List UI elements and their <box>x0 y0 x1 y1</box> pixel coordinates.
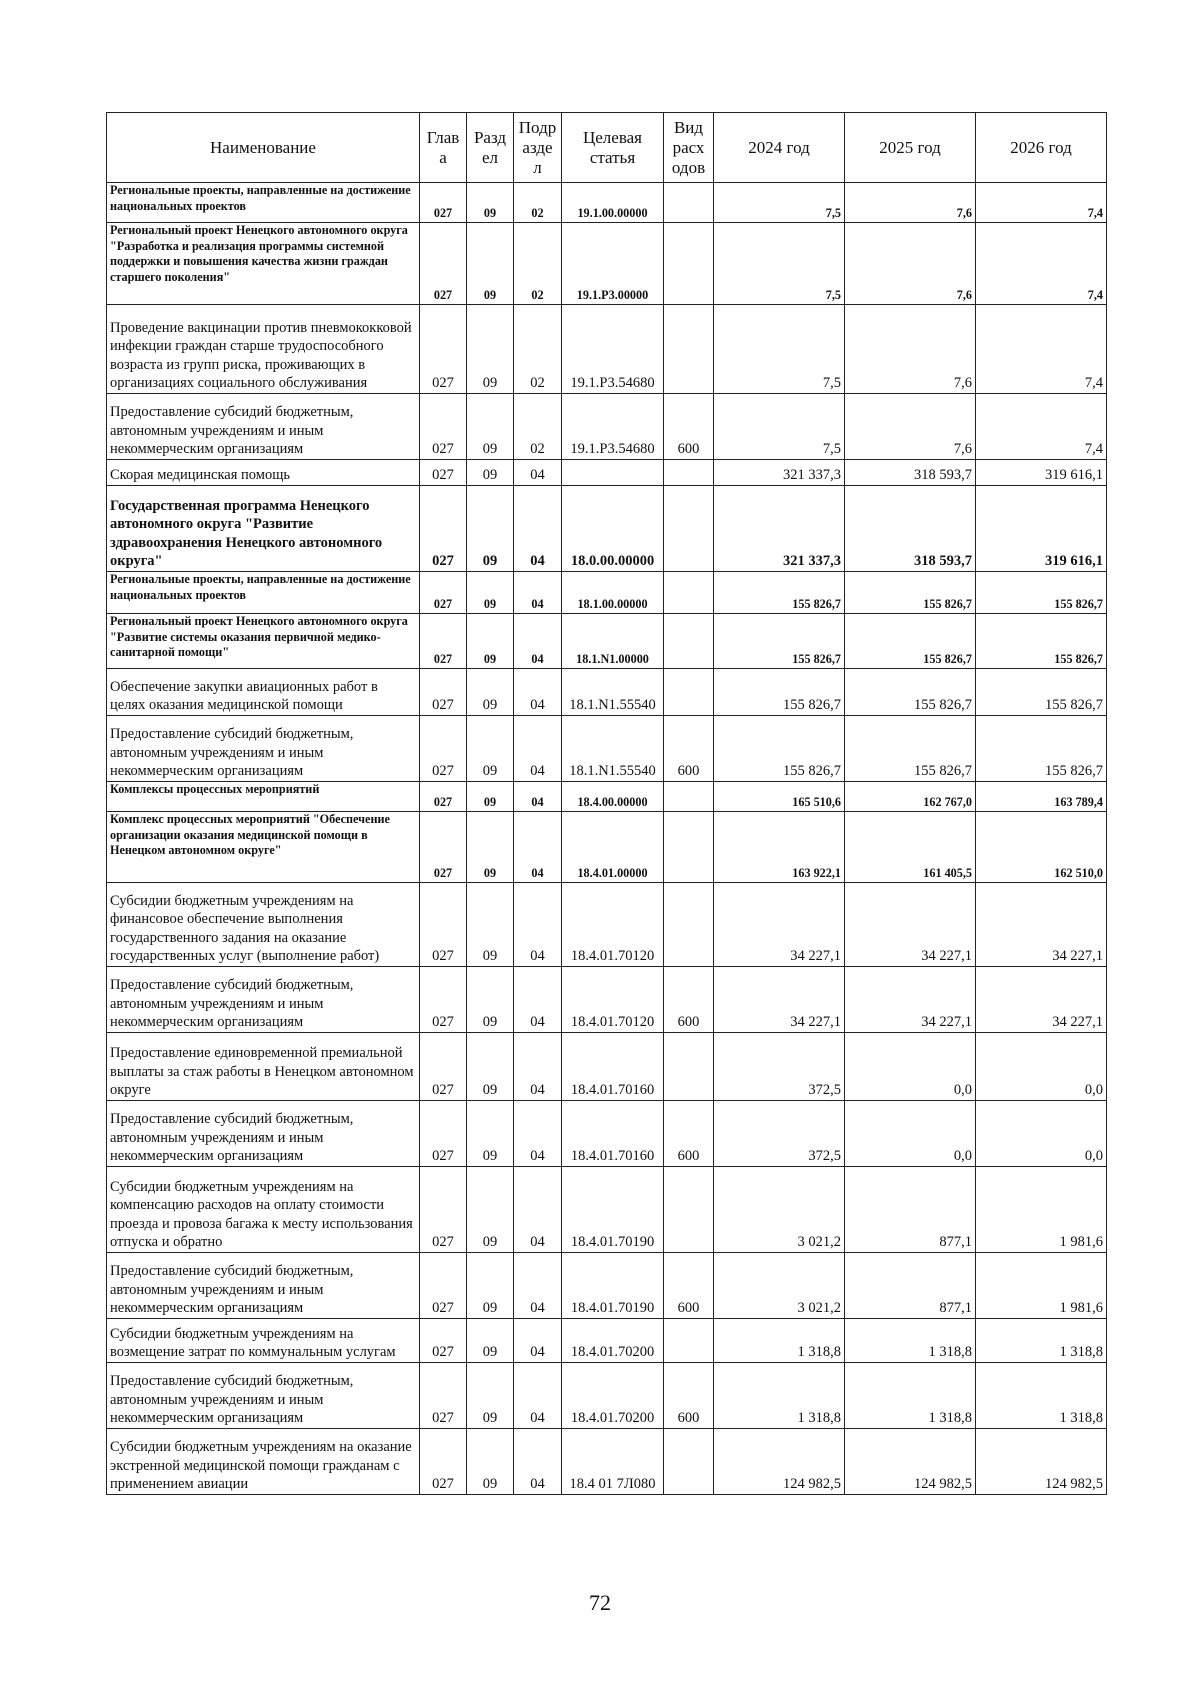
cell-podrazdel: 04 <box>514 572 562 614</box>
cell-year-2024: 34 227,1 <box>714 883 845 967</box>
cell-podrazdel: 02 <box>514 305 562 394</box>
cell-expense-type <box>664 883 714 967</box>
cell-name: Региональный проект Ненецкого автономного округа "Развитие системы оказания первичной медико-санитарной помощи" <box>107 614 420 669</box>
cell-razdel: 09 <box>467 460 514 486</box>
cell-target-article: 18.0.00.00000 <box>562 486 664 572</box>
cell-year-2026: 319 616,1 <box>976 460 1107 486</box>
cell-year-2024: 155 826,7 <box>714 572 845 614</box>
table-row <box>107 716 1107 782</box>
cell-razdel: 09 <box>467 812 514 883</box>
cell-razdel: 09 <box>467 486 514 572</box>
cell-name: Предоставление единовременной премиальной выплаты за стаж работы в Ненецком автономном округе <box>107 1033 420 1101</box>
cell-year-2026: 7,4 <box>976 394 1107 460</box>
cell-year-2026: 34 227,1 <box>976 883 1107 967</box>
page-number: 72 <box>589 1590 611 1615</box>
cell-year-2026: 34 227,1 <box>976 967 1107 1033</box>
cell-razdel: 09 <box>467 967 514 1033</box>
table-row <box>107 1101 1107 1167</box>
table-row <box>107 1167 1107 1253</box>
cell-glava: 027 <box>420 614 467 669</box>
cell-name: Предоставление субсидий бюджетным, автономным учреждениям и иным некоммерческим организациям <box>107 1101 420 1167</box>
header-podrazdel: Подр азде л <box>514 113 562 183</box>
cell-year-2024: 3 021,2 <box>714 1253 845 1319</box>
cell-name: Субсидии бюджетным учреждениям на финансовое обеспечение выполнения государственного задания на оказание государственных услуг (выполнение работ) <box>107 883 420 967</box>
cell-year-2024: 34 227,1 <box>714 967 845 1033</box>
cell-expense-type <box>664 1033 714 1101</box>
cell-podrazdel: 04 <box>514 716 562 782</box>
cell-year-2025: 7,6 <box>845 183 976 223</box>
table-row <box>107 394 1107 460</box>
cell-podrazdel: 04 <box>514 782 562 812</box>
cell-year-2024: 7,5 <box>714 223 845 305</box>
table-row <box>107 572 1107 614</box>
cell-year-2025: 877,1 <box>845 1253 976 1319</box>
cell-glava: 027 <box>420 782 467 812</box>
cell-podrazdel: 04 <box>514 1101 562 1167</box>
cell-glava: 027 <box>420 394 467 460</box>
table-header-row <box>107 113 1107 183</box>
cell-year-2025: 161 405,5 <box>845 812 976 883</box>
cell-year-2026: 7,4 <box>976 183 1107 223</box>
cell-glava: 027 <box>420 572 467 614</box>
cell-podrazdel: 04 <box>514 812 562 883</box>
cell-year-2024: 163 922,1 <box>714 812 845 883</box>
table-row <box>107 669 1107 716</box>
cell-glava: 027 <box>420 305 467 394</box>
cell-razdel: 09 <box>467 223 514 305</box>
cell-year-2025: 162 767,0 <box>845 782 976 812</box>
table-row <box>107 1319 1107 1363</box>
cell-target-article: 19.1.Р3.54680 <box>562 394 664 460</box>
cell-expense-type: 600 <box>664 394 714 460</box>
cell-razdel: 09 <box>467 716 514 782</box>
cell-podrazdel: 02 <box>514 183 562 223</box>
cell-name: Субсидии бюджетным учреждениям на оказание экстренной медицинской помощи гражданам с применением авиации <box>107 1429 420 1495</box>
cell-target-article: 19.1.Р3.54680 <box>562 305 664 394</box>
cell-expense-type <box>664 305 714 394</box>
cell-year-2025: 155 826,7 <box>845 614 976 669</box>
cell-year-2024: 321 337,3 <box>714 486 845 572</box>
cell-glava: 027 <box>420 1033 467 1101</box>
cell-year-2025: 1 318,8 <box>845 1363 976 1429</box>
cell-target-article <box>562 460 664 486</box>
cell-name: Комплекс процессных мероприятий "Обеспечение организации оказания медицинской помощи в Ненецком автономном округе" <box>107 812 420 883</box>
cell-razdel: 09 <box>467 1363 514 1429</box>
cell-expense-type <box>664 486 714 572</box>
cell-razdel: 09 <box>467 669 514 716</box>
cell-name: Региональные проекты, направленные на достижение национальных проектов <box>107 183 420 223</box>
cell-expense-type <box>664 572 714 614</box>
cell-year-2024: 7,5 <box>714 305 845 394</box>
cell-year-2025: 124 982,5 <box>845 1429 976 1495</box>
cell-razdel: 09 <box>467 782 514 812</box>
cell-year-2025: 0,0 <box>845 1101 976 1167</box>
cell-target-article: 19.1.Р3.00000 <box>562 223 664 305</box>
cell-expense-type: 600 <box>664 967 714 1033</box>
cell-podrazdel: 02 <box>514 394 562 460</box>
table-row <box>107 614 1107 669</box>
cell-razdel: 09 <box>467 394 514 460</box>
cell-year-2026: 155 826,7 <box>976 614 1107 669</box>
header-year-2026: 2026 год <box>976 113 1107 183</box>
cell-razdel: 09 <box>467 1101 514 1167</box>
cell-year-2026: 1 981,6 <box>976 1167 1107 1253</box>
cell-year-2024: 321 337,3 <box>714 460 845 486</box>
header-razdel: Разд ел <box>467 113 514 183</box>
cell-glava: 027 <box>420 1167 467 1253</box>
cell-expense-type <box>664 812 714 883</box>
cell-podrazdel: 04 <box>514 967 562 1033</box>
cell-year-2026: 155 826,7 <box>976 572 1107 614</box>
cell-glava: 027 <box>420 883 467 967</box>
cell-year-2024: 155 826,7 <box>714 614 845 669</box>
cell-year-2026: 319 616,1 <box>976 486 1107 572</box>
cell-target-article: 19.1.00.00000 <box>562 183 664 223</box>
cell-year-2026: 0,0 <box>976 1101 1107 1167</box>
cell-name: Предоставление субсидий бюджетным, автономным учреждениям и иным некоммерческим организациям <box>107 967 420 1033</box>
cell-podrazdel: 04 <box>514 460 562 486</box>
table-row <box>107 460 1107 486</box>
cell-expense-type <box>664 460 714 486</box>
cell-expense-type: 600 <box>664 1253 714 1319</box>
cell-year-2025: 877,1 <box>845 1167 976 1253</box>
cell-glava: 027 <box>420 460 467 486</box>
cell-podrazdel: 04 <box>514 1319 562 1363</box>
cell-year-2025: 0,0 <box>845 1033 976 1101</box>
cell-year-2024: 124 982,5 <box>714 1429 845 1495</box>
cell-name: Комплексы процессных мероприятий <box>107 782 420 812</box>
cell-glava: 027 <box>420 1319 467 1363</box>
cell-glava: 027 <box>420 1429 467 1495</box>
cell-target-article: 18.4.01.70190 <box>562 1167 664 1253</box>
cell-glava: 027 <box>420 1363 467 1429</box>
cell-razdel: 09 <box>467 183 514 223</box>
cell-year-2024: 165 510,6 <box>714 782 845 812</box>
cell-glava: 027 <box>420 486 467 572</box>
cell-name: Проведение вакцинации против пневмококковой инфекции граждан старше трудоспособного возраста из групп риска, проживающих в организациях социального обслуживания <box>107 305 420 394</box>
cell-razdel: 09 <box>467 1167 514 1253</box>
header-expense-type: Вид расх одов <box>664 113 714 183</box>
cell-year-2024: 1 318,8 <box>714 1363 845 1429</box>
cell-glava: 027 <box>420 223 467 305</box>
cell-year-2026: 1 981,6 <box>976 1253 1107 1319</box>
cell-name: Региональный проект Ненецкого автономного округа "Разработка и реализация программы системной поддержки и повышения качества жизни граждан старшего поколения" <box>107 223 420 305</box>
cell-podrazdel: 04 <box>514 669 562 716</box>
table-row <box>107 967 1107 1033</box>
cell-expense-type <box>664 223 714 305</box>
cell-year-2026: 124 982,5 <box>976 1429 1107 1495</box>
cell-year-2026: 163 789,4 <box>976 782 1107 812</box>
cell-year-2024: 372,5 <box>714 1033 845 1101</box>
cell-year-2025: 155 826,7 <box>845 716 976 782</box>
cell-name: Субсидии бюджетным учреждениям на компенсацию расходов на оплату стоимости проезда и провоза багажа к месту использования отпуска и обратно <box>107 1167 420 1253</box>
cell-target-article: 18.4.01.70200 <box>562 1319 664 1363</box>
cell-year-2025: 155 826,7 <box>845 572 976 614</box>
cell-name: Региональные проекты, направленные на достижение национальных проектов <box>107 572 420 614</box>
cell-year-2026: 1 318,8 <box>976 1319 1107 1363</box>
cell-name: Предоставление субсидий бюджетным, автономным учреждениям и иным некоммерческим организациям <box>107 394 420 460</box>
table-row <box>107 1253 1107 1319</box>
cell-year-2025: 1 318,8 <box>845 1319 976 1363</box>
cell-glava: 027 <box>420 716 467 782</box>
cell-year-2024: 7,5 <box>714 394 845 460</box>
table-row <box>107 305 1107 394</box>
cell-name: Субсидии бюджетным учреждениям на возмещение затрат по коммунальным услугам <box>107 1319 420 1363</box>
cell-expense-type <box>664 614 714 669</box>
cell-year-2024: 155 826,7 <box>714 716 845 782</box>
cell-year-2025: 7,6 <box>845 305 976 394</box>
table-row <box>107 223 1107 305</box>
cell-year-2025: 7,6 <box>845 394 976 460</box>
table-row <box>107 1429 1107 1495</box>
cell-expense-type <box>664 183 714 223</box>
cell-glava: 027 <box>420 183 467 223</box>
cell-name: Государственная программа Ненецкого автономного округа "Развитие здравоохранения Ненецкого автономного округа" <box>107 486 420 572</box>
cell-name: Скорая медицинская помощь <box>107 460 420 486</box>
cell-target-article: 18.4.01.70200 <box>562 1363 664 1429</box>
cell-name: Предоставление субсидий бюджетным, автономным учреждениям и иным некоммерческим организациям <box>107 1253 420 1319</box>
cell-target-article: 18.1.N1.55540 <box>562 669 664 716</box>
cell-year-2026: 155 826,7 <box>976 669 1107 716</box>
cell-year-2024: 155 826,7 <box>714 669 845 716</box>
cell-year-2026: 0,0 <box>976 1033 1107 1101</box>
header-year-2024: 2024 год <box>714 113 845 183</box>
cell-podrazdel: 04 <box>514 1033 562 1101</box>
table-row <box>107 486 1107 572</box>
cell-year-2025: 34 227,1 <box>845 883 976 967</box>
cell-year-2024: 3 021,2 <box>714 1167 845 1253</box>
cell-expense-type <box>664 669 714 716</box>
cell-razdel: 09 <box>467 1429 514 1495</box>
cell-podrazdel: 04 <box>514 486 562 572</box>
cell-year-2026: 162 510,0 <box>976 812 1107 883</box>
cell-year-2025: 34 227,1 <box>845 967 976 1033</box>
table-row <box>107 782 1107 812</box>
cell-name: Обеспечение закупки авиационных работ в целях оказания медицинской помощи <box>107 669 420 716</box>
cell-target-article: 18.4 01 7Л080 <box>562 1429 664 1495</box>
cell-razdel: 09 <box>467 614 514 669</box>
cell-glava: 027 <box>420 1253 467 1319</box>
table-row <box>107 883 1107 967</box>
cell-target-article: 18.4.00.00000 <box>562 782 664 812</box>
cell-expense-type <box>664 1429 714 1495</box>
cell-expense-type <box>664 1319 714 1363</box>
cell-target-article: 18.4.01.70160 <box>562 1033 664 1101</box>
cell-expense-type <box>664 1167 714 1253</box>
cell-year-2025: 318 593,7 <box>845 486 976 572</box>
cell-podrazdel: 04 <box>514 1429 562 1495</box>
cell-year-2024: 372,5 <box>714 1101 845 1167</box>
table-row <box>107 183 1107 223</box>
cell-podrazdel: 04 <box>514 1253 562 1319</box>
cell-year-2024: 1 318,8 <box>714 1319 845 1363</box>
cell-podrazdel: 02 <box>514 223 562 305</box>
cell-target-article: 18.4.01.70120 <box>562 967 664 1033</box>
cell-expense-type <box>664 782 714 812</box>
cell-target-article: 18.4.01.70190 <box>562 1253 664 1319</box>
cell-podrazdel: 04 <box>514 883 562 967</box>
header-name: Наименование <box>107 113 420 183</box>
cell-glava: 027 <box>420 967 467 1033</box>
cell-year-2025: 318 593,7 <box>845 460 976 486</box>
cell-year-2026: 155 826,7 <box>976 716 1107 782</box>
cell-razdel: 09 <box>467 1319 514 1363</box>
cell-target-article: 18.1.N1.55540 <box>562 716 664 782</box>
cell-name: Предоставление субсидий бюджетным, автономным учреждениям и иным некоммерческим организациям <box>107 1363 420 1429</box>
cell-razdel: 09 <box>467 572 514 614</box>
cell-expense-type: 600 <box>664 1363 714 1429</box>
cell-razdel: 09 <box>467 883 514 967</box>
cell-target-article: 18.1.00.00000 <box>562 572 664 614</box>
header-year-2025: 2025 год <box>845 113 976 183</box>
cell-target-article: 18.4.01.70160 <box>562 1101 664 1167</box>
cell-razdel: 09 <box>467 305 514 394</box>
cell-glava: 027 <box>420 669 467 716</box>
cell-podrazdel: 04 <box>514 1167 562 1253</box>
cell-razdel: 09 <box>467 1033 514 1101</box>
table-row <box>107 1033 1107 1101</box>
table-row <box>107 812 1107 883</box>
cell-razdel: 09 <box>467 1253 514 1319</box>
cell-year-2025: 7,6 <box>845 223 976 305</box>
cell-name: Предоставление субсидий бюджетным, автономным учреждениям и иным некоммерческим организациям <box>107 716 420 782</box>
cell-expense-type: 600 <box>664 716 714 782</box>
cell-year-2024: 7,5 <box>714 183 845 223</box>
cell-expense-type: 600 <box>664 1101 714 1167</box>
table-row <box>107 1363 1107 1429</box>
cell-glava: 027 <box>420 1101 467 1167</box>
cell-year-2026: 7,4 <box>976 305 1107 394</box>
cell-podrazdel: 04 <box>514 614 562 669</box>
cell-target-article: 18.4.01.70120 <box>562 883 664 967</box>
budget-table <box>106 112 1107 1495</box>
cell-year-2025: 155 826,7 <box>845 669 976 716</box>
cell-target-article: 18.4.01.00000 <box>562 812 664 883</box>
cell-target-article: 18.1.N1.00000 <box>562 614 664 669</box>
cell-podrazdel: 04 <box>514 1363 562 1429</box>
header-target-article: Целевая статья <box>562 113 664 183</box>
table-body <box>107 183 1107 1495</box>
cell-year-2026: 1 318,8 <box>976 1363 1107 1429</box>
cell-glava: 027 <box>420 812 467 883</box>
header-glava: Глав а <box>420 113 467 183</box>
cell-year-2026: 7,4 <box>976 223 1107 305</box>
